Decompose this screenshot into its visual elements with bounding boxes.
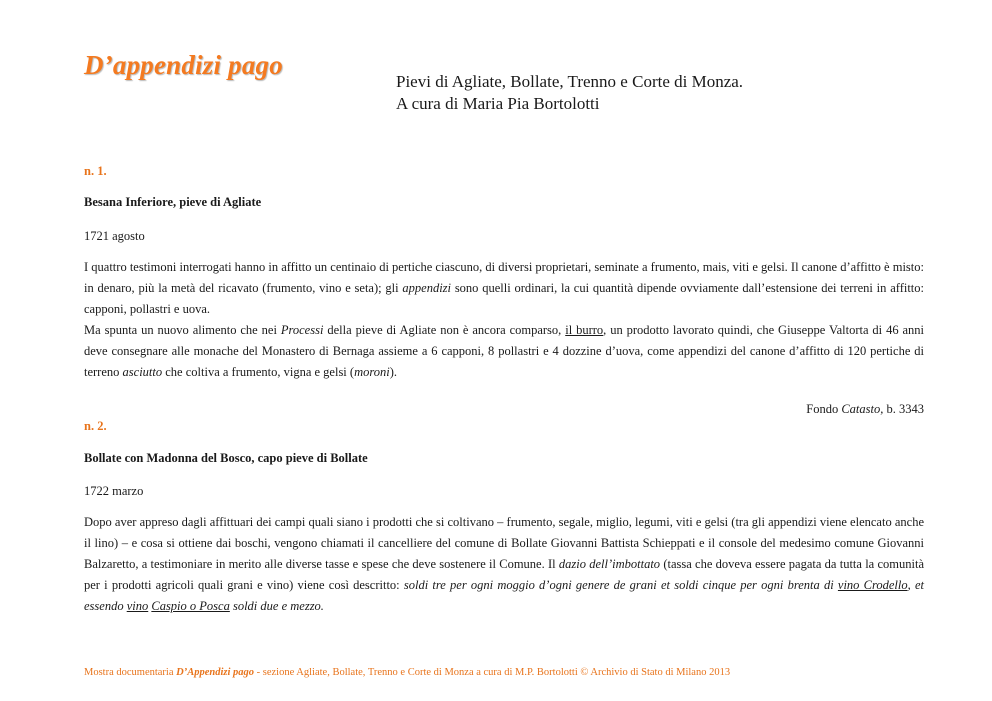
text-run: (tassa che doveva essere pagata da tutta la comunità per i prodotti agricoli quali grani e vino) viene così descritto: [84,557,924,592]
text-run: ). [389,365,398,379]
text-run: sono quelli ordinari, la cui quantità dipende ovviamente dall’estensione dei terreni in affitto: capponi, pollastri e uova. [84,281,924,316]
underlined-term: il burro [565,323,604,337]
footer-exhibit-title: D’Appendizi pago [176,667,255,678]
footer-credit [84,667,730,678]
entry-2-date: 1722 marzo [84,484,144,498]
source-prefix: Fondo [806,402,842,416]
text-run: , un prodotto lavorato quindi, che Giuseppe Valtorta di 46 anni deve consegnare alle monache del Monastero di Bernaga assieme a 6 capponi, 8 pollastri e 4 dozzine d’uova, come appendizi del canone d’affitto di 120 pertiche di terreno [84,323,925,379]
entry-1-body [84,257,924,383]
entry-1-place: Besana Inferiore, pieve di Agliate [84,195,262,209]
text-run: che coltiva a frumento, vigna e gelsi ( [162,365,355,379]
italic-term: Processi [280,323,324,337]
document-title: D’appendizi pago [84,50,283,80]
italic-quote: soldi due e mezzo. [229,599,324,613]
entry-2-place: Bollate con Madonna del Bosco, capo pieve di Bollate [84,451,368,465]
entry-1-source [806,402,924,417]
text-run: I quattro testimoni interrogati hanno in affitto un centinaio di pertiche ciascuno, di diversi proprietari, seminate a frumento, mais, viti e gelsi. Il canone d’affitto è misto: in denaro, più la metà del ricavato (frumento, vino e seta); gli [84,260,924,295]
text-run: della pieve di Agliate non è ancora comparso, [323,323,566,337]
italic-term: dazio dell’imbottato [558,557,661,571]
entry-2-paragraph-1 [84,512,924,617]
underlined-term: Caspio o Posca [151,599,230,613]
subtitle-line-1: Pievi di Agliate, Bollate, Trenno e Corte di Monza. [396,72,744,91]
text-run: Dopo aver appreso dagli affittuari dei campi quali siano i prodotti che si coltivano – frumento, segale, miglio, legumi, viti e gelsi (tra gli appendizi viene elencato anche il lino) – e cosa si ottiene dai boschi, vengono chiamati il cancelliere del comune di Bollate Giovanni Battista Schieppati e il console del medesimo comune Giovanni Balzaretto, a testimoniare in merito alle diverse tasse e spese che deve sostenere il Comune. Il [84,515,924,571]
entry-2-number: n. 2. [84,419,107,433]
source-fund: Catasto, [841,402,884,416]
footer-text: Mostra documentaria [84,667,177,678]
italic-term: appendizi [402,281,452,295]
underlined-term: vino [126,599,149,613]
document-subtitle [396,71,743,115]
source-box: b. 3343 [883,402,924,416]
italic-quote: soldi tre per ogni moggio d’ogni genere de grani et soldi cinque per ogni brenta di [403,578,838,592]
subtitle-line-2: A cura di Maria Pia Bortolotti [396,94,600,113]
footer-text: - sezione Agliate, Bollate, Trenno e Corte di Monza a cura di M.P. Bortolotti © Archivio di Stato di Milano 2013 [254,667,731,678]
text-run: Ma spunta un nuovo alimento che nei [84,323,281,337]
italic-term: asciutto [122,365,163,379]
entry-1-number: n. 1. [84,164,107,178]
entry-1-paragraph-2 [84,320,924,383]
entry-1-paragraph-1 [84,257,924,320]
underlined-term: vino Crodello [837,578,908,592]
entry-2-body [84,512,924,617]
italic-quote: , et essendo [84,578,924,613]
italic-term: moroni [354,365,390,379]
entry-1-date: 1721 agosto [84,229,145,243]
